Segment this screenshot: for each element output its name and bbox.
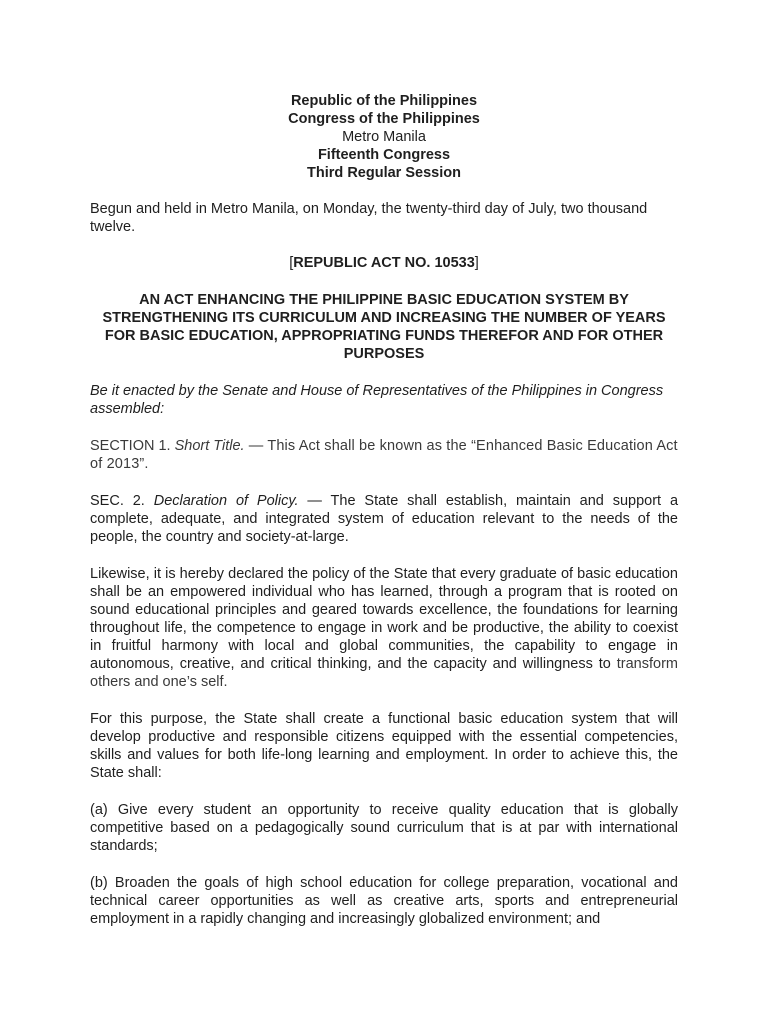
- paragraph-likewise: [90, 565, 678, 691]
- document-header: [90, 92, 678, 182]
- header-congress-number: Fifteenth Congress: [317, 147, 451, 163]
- section-1-label: SECTION 1.: [90, 438, 171, 454]
- section-1-heading: Short Title.: [174, 438, 245, 454]
- policy-item-b: (b) Broaden the goals of high school education for college preparation, vocational and technical career opportunities as well as creative arts, sports and entrepreneurial employment in a rapidly changing and increasingly globalized environment; and: [90, 875, 678, 927]
- paragraph-likewise-main: Likewise, it is hereby declared the policy of the State that every graduate of basic education shall be an empowered individual who has learned, through a program that is rooted on sound educational principles and geared towards excellence, the foundations for learning throughout life, the competence to engage in work and be productive, the ability to coexist in fruitful harmony with local and global communities, the capability to engage in autonomous, creative, and critical thinking, and the capacity and willingness to: [90, 566, 678, 672]
- paragraph-purpose: For this purpose, the State shall create a functional basic education system that will develop productive and responsible citizens equipped with the essential competencies, skills and values for both life-long learning and employment. In order to achieve this, the State shall:: [90, 711, 678, 781]
- header-location: Metro Manila: [342, 129, 426, 145]
- section-1: [90, 437, 678, 473]
- enacting-clause: Be it enacted by the Senate and House of Representatives of the Philippines in Congress assembled:: [90, 383, 664, 417]
- act-number: [90, 254, 678, 272]
- header-congress: Congress of the Philippines: [288, 111, 480, 127]
- section-1-text: — This Act shall be known as the “Enhanced Basic Education Act of 2013”.: [90, 438, 678, 472]
- section-2-text: — The State shall establish, maintain and support a complete, adequate, and integrated system of education relevant to the needs of the people, the country and society-at-large.: [90, 493, 679, 545]
- section-2: [90, 492, 678, 546]
- act-number-label: REPUBLIC ACT NO. 10533: [293, 255, 475, 271]
- act-number-open-bracket: [: [289, 255, 294, 271]
- document-page: [90, 92, 678, 928]
- act-title: AN ACT ENHANCING THE PHILIPPINE BASIC EDUCATION SYSTEM BY STRENGTHENING ITS CURRICULUM AND INCREASING THE NUMBER OF YEARS FOR BASIC EDUCATION, APPROPRIATING FUNDS THEREFOR AND FOR OTHER PURPOSES: [102, 292, 666, 362]
- policy-item-a: (a) Give every student an opportunity to receive quality education that is globally competitive based on a pedagogically sound curriculum that is at par with international standards;: [90, 802, 678, 854]
- section-2-label: SEC. 2.: [90, 493, 145, 509]
- paragraph-likewise-tail: transform others and one’s self.: [90, 656, 678, 690]
- header-republic: Republic of the Philippines: [290, 93, 478, 109]
- header-session: Third Regular Session: [307, 165, 461, 181]
- intro-paragraph: Begun and held in Metro Manila, on Monday, the twenty-third day of July, two thousand twelve.: [90, 201, 648, 235]
- section-2-heading: Declaration of Policy.: [153, 493, 299, 509]
- act-number-close-bracket: ]: [474, 255, 479, 271]
